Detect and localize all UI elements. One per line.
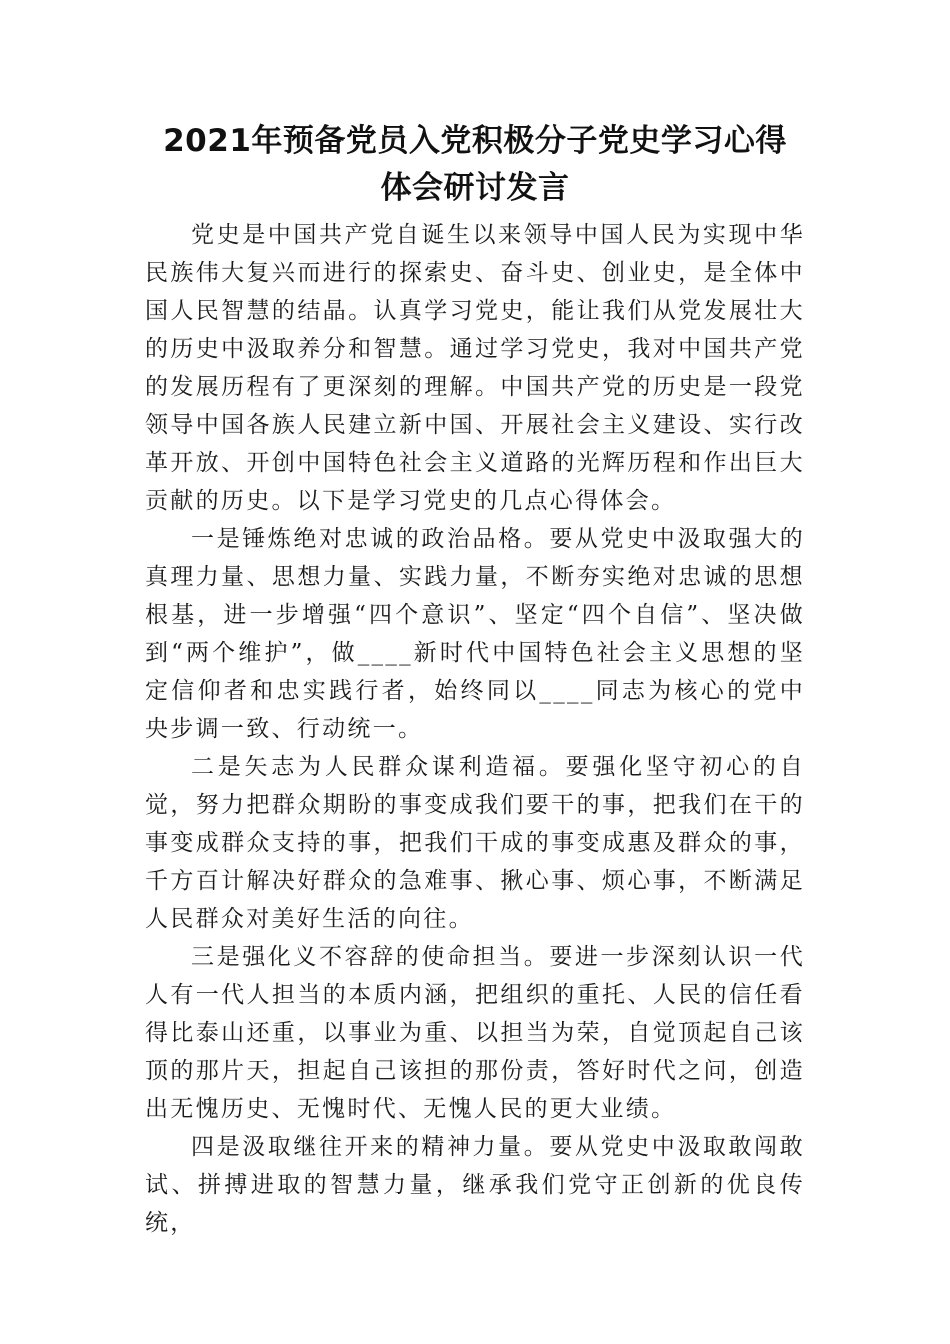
- paragraph-point-1: 一是锤炼绝对忠诚的政治品格。要从党史中汲取强大的真理力量、思想力量、实践力量，不断夯实绝对忠诚的思想根基，进一步增强“四个意识”、坚定“四个自信”、坚决做到“两个维护”，做____新时代中国特色社会主义思想的坚定信仰者和忠实践行者，始终同以____同志为核心的党中央步调一致、行动统一。: [145, 526, 805, 742]
- title-line-1: 2021年预备党员入党积极分子党史学习心得: [163, 123, 787, 159]
- paragraph-point-4: 四是汲取继往开来的精神力量。要从党史中汲取敢闯敢试、拼搏进取的智慧力量，继承我们党守正创新的优良传统，: [145, 1134, 805, 1236]
- paragraph-point-3: 三是强化义不容辞的使命担当。要进一步深刻认识一代人有一代人担当的本质内涵，把组织的重托、人民的信任看得比泰山还重，以事业为重、以担当为荣，自觉顶起自己该顶的那片天，担起自己该担的那份责，答好时代之问，创造出无愧历史、无愧时代、无愧人民的更大业绩。: [145, 944, 805, 1122]
- paragraph-point-2: 二是矢志为人民群众谋利造福。要强化坚守初心的自觉，努力把群众期盼的事变成我们要干的事，把我们在干的事变成群众支持的事，把我们干成的事变成惠及群众的事，千方百计解决好群众的急难事、揪心事、烦心事，不断满足人民群众对美好生活的向往。: [145, 754, 805, 932]
- title-line-2: 体会研讨发言: [380, 170, 570, 206]
- document-body: [145, 216, 805, 1242]
- document-page: [145, 118, 805, 1242]
- paragraph-intro: 党史是中国共产党自诞生以来领导中国人民为实现中华民族伟大复兴而进行的探索史、奋斗史、创业史，是全体中国人民智慧的结晶。认真学习党史，能让我们从党发展壮大的历史中汲取养分和智慧。通过学习党史，我对中国共产党的发展历程有了更深刻的理解。中国共产党的历史是一段党领导中国各族人民建立新中国、开展社会主义建设、实行改革开放、开创中国特色社会主义道路的光辉历程和作出巨大贡献的历史。以下是学习党史的几点心得体会。: [145, 222, 805, 514]
- document-title: [145, 118, 805, 212]
